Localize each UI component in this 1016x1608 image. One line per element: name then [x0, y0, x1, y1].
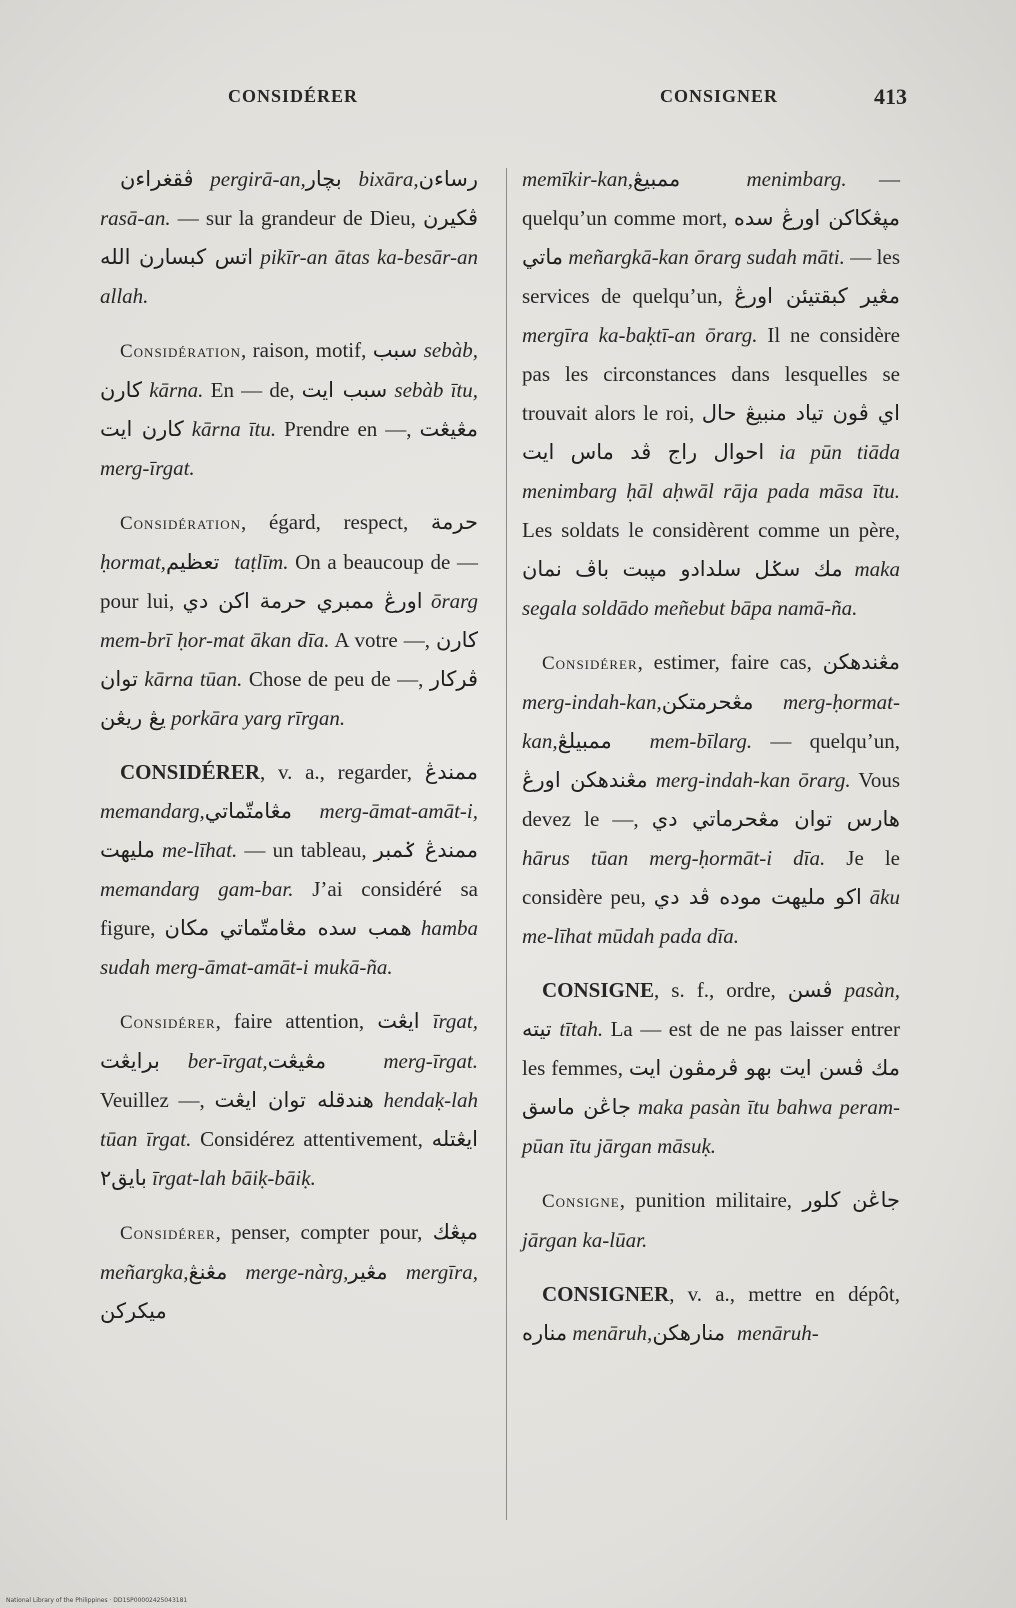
transliteration: menāruh-: [737, 1321, 819, 1345]
entry-headword: Considérer: [120, 1012, 216, 1033]
running-head: [0, 86, 1016, 116]
arabic-jawi-text: هندقله توان ايڠت: [214, 1088, 374, 1112]
arabic-jawi-text: سبب ايت: [301, 378, 388, 402]
transliteration: menimbarg.: [746, 167, 847, 191]
french-text: — un tableau,: [237, 838, 374, 862]
transliteration: rasā-an.: [100, 206, 171, 230]
entry-headword: CONSIGNE: [542, 978, 655, 1002]
arabic-jawi-text: كارن: [100, 378, 142, 402]
header-right-word: CONSIGNER: [660, 86, 779, 106]
french-text: On a beaucoup de — pour lui,: [100, 550, 478, 613]
transliteration: tītah.: [559, 1017, 604, 1041]
arabic-jawi-text: برايڠت: [100, 1049, 160, 1073]
entry-headword: Consigne: [542, 1191, 620, 1212]
transliteration: taṭlīm.: [234, 550, 289, 574]
arabic-jawi-text: بچار: [305, 167, 342, 191]
french-text: Prendre en —,: [276, 417, 420, 441]
french-text: Vous devez le —,: [522, 768, 900, 831]
arabic-jawi-text: ممبيڠ: [632, 167, 715, 191]
transliteration: meñargka,: [100, 1260, 189, 1284]
transliteration: maka segala soldādo meñebut bāpa namā-ña.: [522, 557, 901, 620]
arabic-jawi-text: ڤسن: [787, 978, 833, 1002]
arabic-jawi-text: سبب: [372, 338, 418, 362]
transliteration: hārus tūan merg-ḥormāt-i dīa.: [522, 846, 826, 870]
french-text: Considérez attentivement,: [191, 1127, 432, 1151]
transliteration: hendaḳ-lah tūan īrgat.: [100, 1088, 478, 1151]
transliteration: sebàb ītu,: [394, 378, 479, 402]
french-text: , raison, motif,: [241, 338, 373, 362]
transliteration: mergīra ka-baḳtī-an ōrarg.: [522, 323, 758, 347]
transliteration: merg-indah-kan,: [522, 690, 662, 714]
arabic-jawi-text: مناره: [522, 1321, 568, 1345]
transliteration: menāruh,: [572, 1321, 653, 1345]
arabic-jawi-text: همب سده مڠامتّماتي مكان: [164, 916, 412, 940]
dictionary-entry: [100, 1002, 478, 1198]
arabic-jawi-text: مڠحرمتكن: [661, 690, 769, 714]
arabic-jawi-text: مڠير: [348, 1260, 398, 1284]
right-column: [522, 160, 900, 1368]
transliteration: merg-āmat-amāt-i,: [319, 799, 478, 823]
french-text: , v. a., mettre en dépôt,: [669, 1282, 900, 1306]
french-text: J’ai considéré sa figure,: [100, 877, 478, 940]
arabic-jawi-text: مڠير كبقتيئن اورڠ: [734, 284, 900, 308]
transliteration: īrgat,: [432, 1009, 478, 1033]
transliteration: me-līhat.: [162, 838, 238, 862]
footer-credit: National Library of the Philippines · DD1SP00002425043181: [6, 1597, 188, 1604]
transliteration: kārna tūan.: [144, 667, 243, 691]
arabic-jawi-text: مڠندهكن اورڠ: [522, 768, 648, 792]
french-text: — quelqu’un comme mort,: [522, 167, 900, 230]
arabic-jawi-text: ميكركن: [100, 1299, 167, 1323]
entry-headword: CONSIGNER: [542, 1282, 670, 1306]
transliteration: hamba sudah merg-āmat-amāt-i mukā-ña.: [100, 916, 478, 979]
transliteration: ōrarg mem-brī ḥor-mat ākan dīa.: [100, 589, 479, 652]
arabic-jawi-text: منارهكن: [652, 1321, 732, 1345]
arabic-jawi-text: ممبيلڠ: [557, 729, 632, 753]
french-text: , s. f., ordre,: [654, 978, 788, 1002]
transliteration: memandarg,: [100, 799, 205, 823]
dictionary-entry: [100, 503, 478, 738]
arabic-jawi-text: ممندڠ ݢمبر: [373, 838, 479, 862]
dictionary-entry: [522, 971, 900, 1166]
french-text: A votre —,: [329, 628, 437, 652]
transliteration: īrgat-lah bāiḳ-bāiḳ.: [152, 1166, 316, 1190]
dictionary-entry: [100, 331, 478, 488]
french-text: , penser, compter pour,: [215, 1220, 433, 1244]
arabic-jawi-text: ڤركار يڠ ريڠن: [100, 667, 479, 730]
transliteration: sebàb,: [423, 338, 478, 362]
arabic-jawi-text: مڠامتّماتي: [204, 799, 307, 823]
french-text: — les services de quelqu’un,: [522, 245, 901, 308]
dictionary-entry: [100, 160, 478, 316]
transliteration: pergirā-an,: [210, 167, 306, 191]
arabic-jawi-text: ڤقغراءن: [120, 167, 194, 191]
transliteration: merg-indah-kan ōrarg.: [655, 768, 851, 792]
transliteration: porkāra yarg rīrgan.: [171, 706, 346, 730]
dictionary-entry: [100, 1213, 478, 1331]
transliteration: meñargkā-kan ōrarg sudah māti.: [568, 245, 845, 269]
header-left-word: CONSIDÉRER: [228, 86, 359, 106]
transliteration: merge-nàrg,: [245, 1260, 349, 1284]
transliteration: jārgan ka-lūar.: [522, 1228, 648, 1252]
french-text: Je le considère peu,: [522, 846, 900, 909]
entry-headword: Considération: [120, 513, 242, 534]
arabic-jawi-text: كارن ايت: [100, 417, 184, 441]
entry-headword: Considérer: [120, 1223, 216, 1244]
arabic-jawi-text: مڠندهكن: [822, 650, 900, 674]
entry-headword: CONSIDÉRER: [120, 760, 261, 784]
french-text: — quelqu’un,: [752, 729, 900, 753]
transliteration: memandarg gam-bar.: [100, 877, 294, 901]
french-text: Veuillez —,: [100, 1088, 215, 1112]
french-text: En — de,: [203, 378, 302, 402]
french-text: Chose de peu de —,: [242, 667, 430, 691]
entry-headword: Considération: [120, 341, 242, 362]
french-text: Il ne considère pas les circonstances dans lesquelles se trouvait alors le roi,: [522, 323, 900, 425]
transliteration: maka pasàn ītu bahwa peram-pūan ītu jārgan māsuḳ.: [522, 1095, 900, 1158]
arabic-jawi-text: مڠنڠ: [188, 1260, 238, 1284]
transliteration: mem-bīlarg.: [649, 729, 753, 753]
arabic-jawi-text: تعظيم: [165, 550, 228, 574]
dictionary-entry: [522, 1181, 900, 1260]
transliteration: merg-īrgat.: [100, 456, 195, 480]
arabic-jawi-text: ممندڠ: [424, 760, 478, 784]
arabic-jawi-text: هارس توان مڠحرماتي دي: [651, 807, 900, 831]
transliteration: merg-ḥormat-kan,: [522, 690, 900, 753]
arabic-jawi-text: مك ڤسن ايت بهو ڤرمڤون ايت جاڠن ماسق: [522, 1056, 900, 1119]
arabic-jawi-text: مڠيڠت: [419, 417, 479, 441]
arabic-jawi-text: جاڠن كلور: [802, 1188, 900, 1212]
arabic-jawi-text: اورڠ ممبري حرمة اكن دي: [182, 589, 423, 613]
transliteration: mergīra,: [405, 1260, 478, 1284]
arabic-jawi-text: ايڠتله بايق٢: [100, 1127, 478, 1190]
transliteration: memīkir-kan,: [522, 167, 633, 191]
transliteration: ber-īrgat,: [187, 1049, 268, 1073]
dictionary-entry: [522, 643, 900, 956]
transliteration: ia pūn tiāda menimbarg ḥāl aḥwāl rāja pada māsa ītu.: [522, 440, 900, 503]
arabic-jawi-text: مليهت: [100, 838, 155, 862]
french-text: , égard, respect,: [241, 510, 431, 534]
french-text: , estimer, faire cas,: [637, 650, 823, 674]
arabic-jawi-text: مڠيڠت: [267, 1049, 356, 1073]
dictionary-entry: [522, 1275, 900, 1353]
transliteration: kārna.: [149, 378, 204, 402]
entry-headword: Considérer: [542, 653, 638, 674]
column-divider: [506, 168, 507, 1520]
transliteration: bixāra,: [358, 167, 419, 191]
transliteration: pasàn,: [844, 978, 900, 1002]
left-column: [100, 160, 478, 1346]
transliteration: āku me-līhat mūdah pada dīa.: [522, 885, 900, 948]
transliteration: kārna ītu.: [191, 417, 277, 441]
arabic-jawi-text: اي ڤون تياد منبيڠ حال احوال راج ڤد ماس ايت: [522, 401, 900, 464]
arabic-jawi-text: مڽڠكاكن اورڠ سده ماتي: [522, 206, 900, 269]
dictionary-entry: [522, 160, 900, 628]
page-number: 413: [874, 84, 907, 109]
transliteration: pikīr-an ātas ka-besār-an allah.: [100, 245, 479, 308]
arabic-jawi-text: تيته: [522, 1017, 552, 1041]
arabic-jawi-text: ڤكيرن اتس كبسارن الله: [100, 206, 478, 269]
arabic-jawi-text: كارن توان: [100, 628, 478, 691]
french-text: , v. a., regarder,: [260, 760, 425, 784]
arabic-jawi-text: ايڠت: [377, 1009, 420, 1033]
arabic-jawi-text: مڽڠك: [432, 1220, 478, 1244]
arabic-jawi-text: حرمة: [430, 510, 478, 534]
french-text: , faire attention,: [215, 1009, 378, 1033]
transliteration: ḥormat,: [100, 550, 166, 574]
arabic-jawi-text: رساءن: [418, 167, 479, 191]
transliteration: merg-īrgat.: [383, 1049, 479, 1073]
french-text: — sur la grandeur de Dieu,: [170, 206, 424, 230]
french-text: Les soldats le considèrent comme un père,: [522, 518, 900, 542]
dictionary-entry: [100, 753, 478, 987]
arabic-jawi-text: اكو مليهت موده ڤد دي: [653, 885, 862, 909]
french-text: , punition militaire,: [619, 1188, 803, 1212]
arabic-jawi-text: مك سݢل سلدادو مپبت باڤ نمان: [522, 557, 843, 581]
french-text: La — est de ne pas laisser entrer les femmes,: [522, 1017, 900, 1080]
